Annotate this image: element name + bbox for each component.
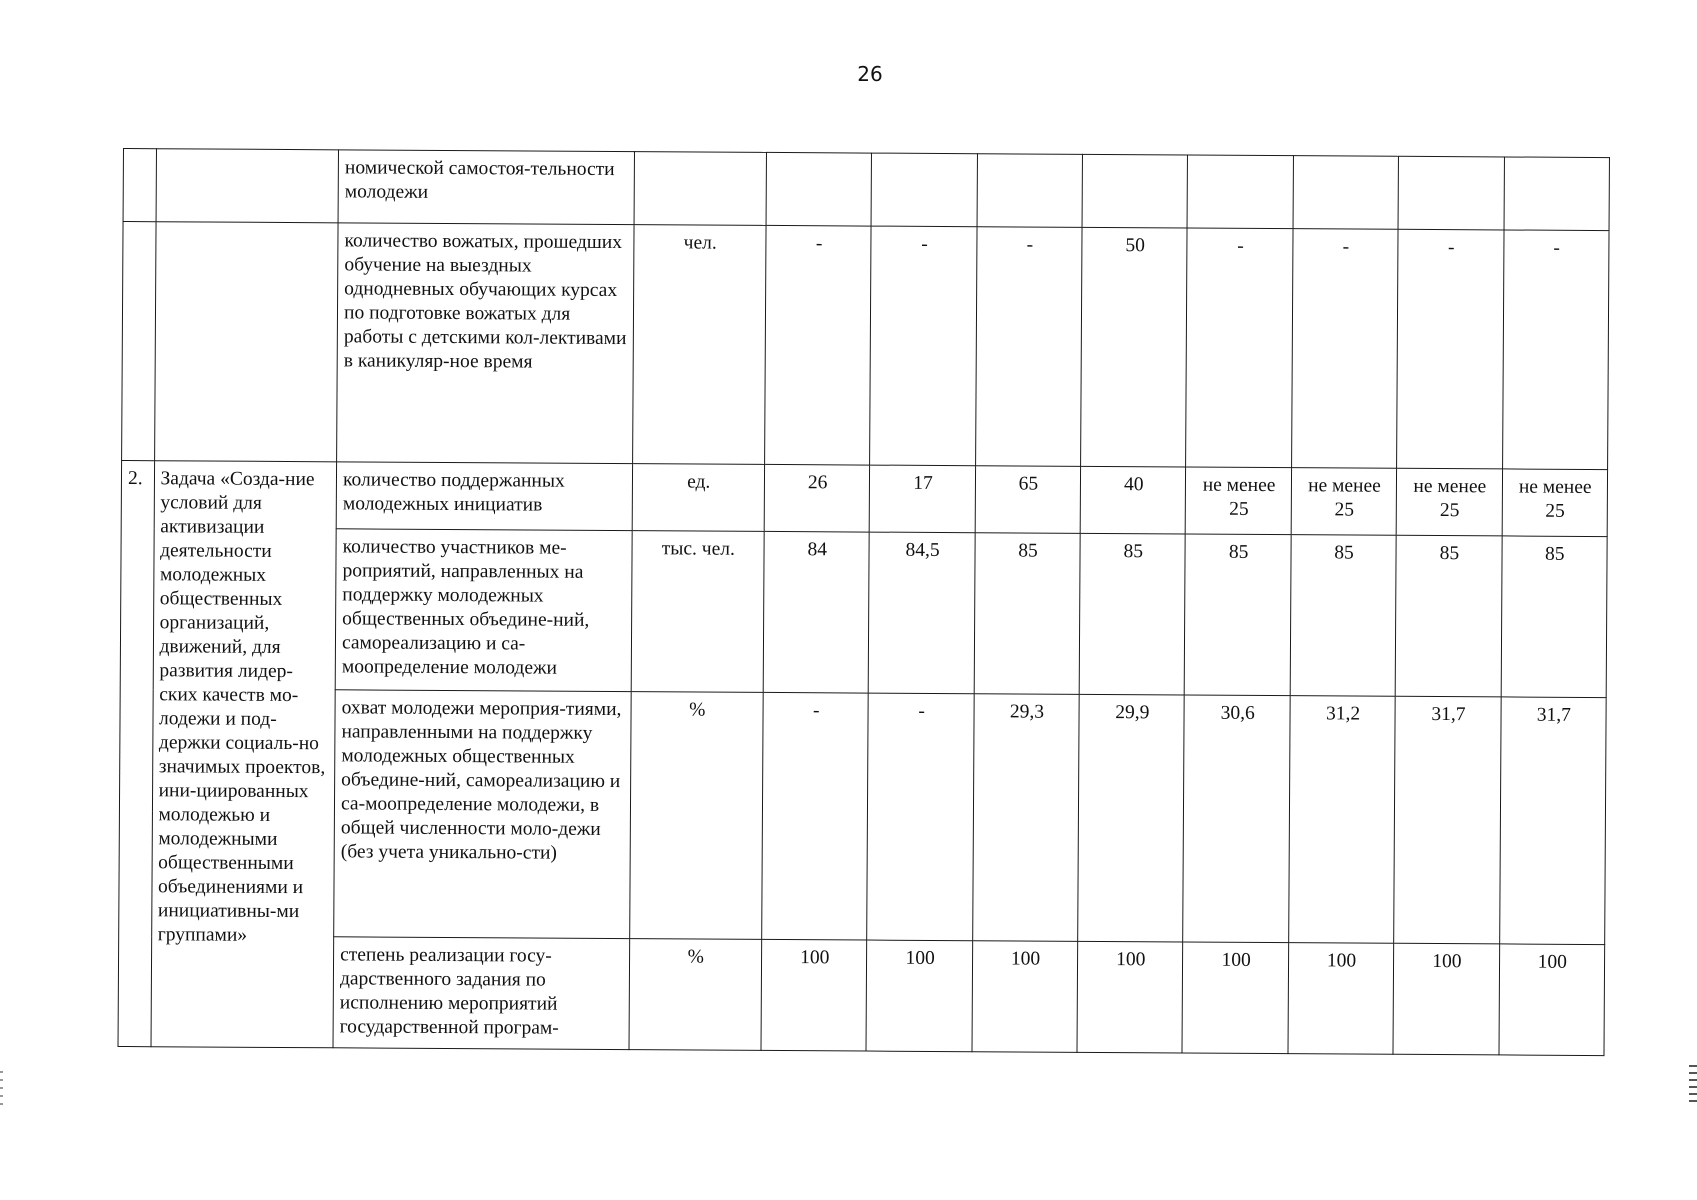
value-cell: 85 bbox=[974, 533, 1080, 695]
table-row bbox=[121, 460, 1607, 536]
value-cell: - bbox=[1502, 230, 1609, 470]
value-cell: 50 bbox=[1081, 227, 1188, 467]
task-cell bbox=[154, 222, 338, 462]
indicator-cell: номической самостоя-тельности молодежи bbox=[338, 150, 634, 225]
indicator-cell: количество поддержанных молодежных инициатив bbox=[336, 462, 632, 531]
indicators-table bbox=[118, 148, 1610, 1056]
page-number: 26 bbox=[857, 62, 883, 86]
value-cell: 85 bbox=[1185, 534, 1291, 696]
value-cell: 85 bbox=[1079, 533, 1185, 695]
task-cell: Задача «Созда-ние условий для активизации деятельности молодежных общественных организаций, движений, для развития лидер-ских качеств мо-лодежи и под-держки социаль-но значимых проектов, ини-циированных молодежью и молодежными общественными объединениями и инициативны-ми группами» bbox=[151, 461, 337, 1048]
value-cell: 30,6 bbox=[1183, 695, 1290, 943]
value-cell: 17 bbox=[870, 465, 976, 533]
table-row bbox=[118, 935, 1605, 1055]
value-cell: 65 bbox=[975, 466, 1081, 534]
value-cell: 100 bbox=[1182, 942, 1288, 1054]
indicator-cell: количество участников ме-роприятий, направленных на поддержку молодежных общественных объедине-ний, самореализацию и са-моопределение молодежи bbox=[335, 529, 631, 692]
value-cell: 31,7 bbox=[1499, 697, 1606, 945]
scan-margin-marks-right bbox=[1687, 1060, 1697, 1120]
value-cell: 100 bbox=[761, 939, 867, 1051]
num-cell bbox=[122, 222, 156, 461]
value-cell bbox=[977, 154, 1083, 228]
value-cell: 29,3 bbox=[972, 694, 1079, 942]
value-cell: 84,5 bbox=[869, 532, 975, 694]
value-cell: 26 bbox=[764, 464, 870, 532]
value-cell: не менее 25 bbox=[1186, 467, 1292, 535]
value-cell: - bbox=[1291, 229, 1398, 469]
value-cell bbox=[1504, 157, 1610, 231]
value-cell: не менее 25 bbox=[1291, 468, 1397, 536]
value-cell: 100 bbox=[866, 940, 972, 1052]
value-cell: 100 bbox=[1393, 943, 1499, 1055]
value-cell: 100 bbox=[972, 941, 1078, 1053]
unit-cell: чел. bbox=[632, 225, 766, 465]
value-cell: - bbox=[765, 225, 872, 465]
table-row bbox=[122, 222, 1609, 470]
value-cell: 85 bbox=[1395, 535, 1501, 697]
value-cell: - bbox=[1186, 228, 1293, 468]
value-cell: 84 bbox=[763, 531, 869, 693]
task-cell bbox=[156, 149, 339, 223]
value-cell: 100 bbox=[1288, 943, 1394, 1055]
value-cell: 29,9 bbox=[1078, 694, 1185, 942]
unit-cell: % bbox=[629, 692, 763, 940]
scan-margin-marks-left bbox=[0, 1065, 4, 1115]
unit-cell: ед. bbox=[632, 464, 765, 532]
value-cell bbox=[766, 152, 872, 226]
num-cell: 2. bbox=[118, 460, 154, 1046]
unit-cell bbox=[634, 152, 767, 226]
value-cell: 31,7 bbox=[1394, 696, 1501, 944]
value-cell: - bbox=[975, 227, 1082, 467]
indicator-cell: степень реализации госу-дарственного задания по исполнению мероприятий государственной програм- bbox=[333, 937, 629, 1050]
unit-cell: % bbox=[629, 939, 762, 1051]
table-row bbox=[120, 527, 1607, 697]
unit-cell: тыс. чел. bbox=[631, 531, 764, 693]
value-cell bbox=[1398, 156, 1504, 230]
value-cell: не менее 25 bbox=[1396, 468, 1502, 536]
table-row bbox=[119, 688, 1606, 944]
value-cell: не менее 25 bbox=[1502, 469, 1608, 537]
value-cell bbox=[1293, 156, 1399, 230]
value-cell: 85 bbox=[1290, 535, 1396, 697]
value-cell: - bbox=[1397, 229, 1504, 469]
value-cell: 85 bbox=[1501, 536, 1607, 698]
num-cell bbox=[123, 149, 156, 222]
value-cell bbox=[1082, 154, 1188, 228]
value-cell: - bbox=[870, 226, 977, 466]
indicator-cell: количество вожатых, прошедших обучение на выездных однодневных обучающих курсах по подготовке вожатых для работы с детскими кол-лективами в каникуляр-ное время bbox=[337, 223, 634, 464]
value-cell bbox=[871, 153, 977, 227]
value-cell: 40 bbox=[1080, 466, 1186, 534]
value-cell: 100 bbox=[1077, 941, 1183, 1053]
value-cell bbox=[1187, 155, 1293, 229]
indicator-cell: охват молодежи мероприя-тиями, направленными на поддержку молодежных общественных объедине-ний, самореализацию и са-моопределение молодежи, в общей численности моло-дежи (без учета уникально-сти) bbox=[334, 690, 631, 939]
value-cell: - bbox=[867, 693, 974, 941]
value-cell: 100 bbox=[1499, 944, 1605, 1056]
table-row bbox=[123, 149, 1609, 231]
value-cell: 31,2 bbox=[1288, 696, 1395, 944]
value-cell: - bbox=[762, 692, 869, 940]
